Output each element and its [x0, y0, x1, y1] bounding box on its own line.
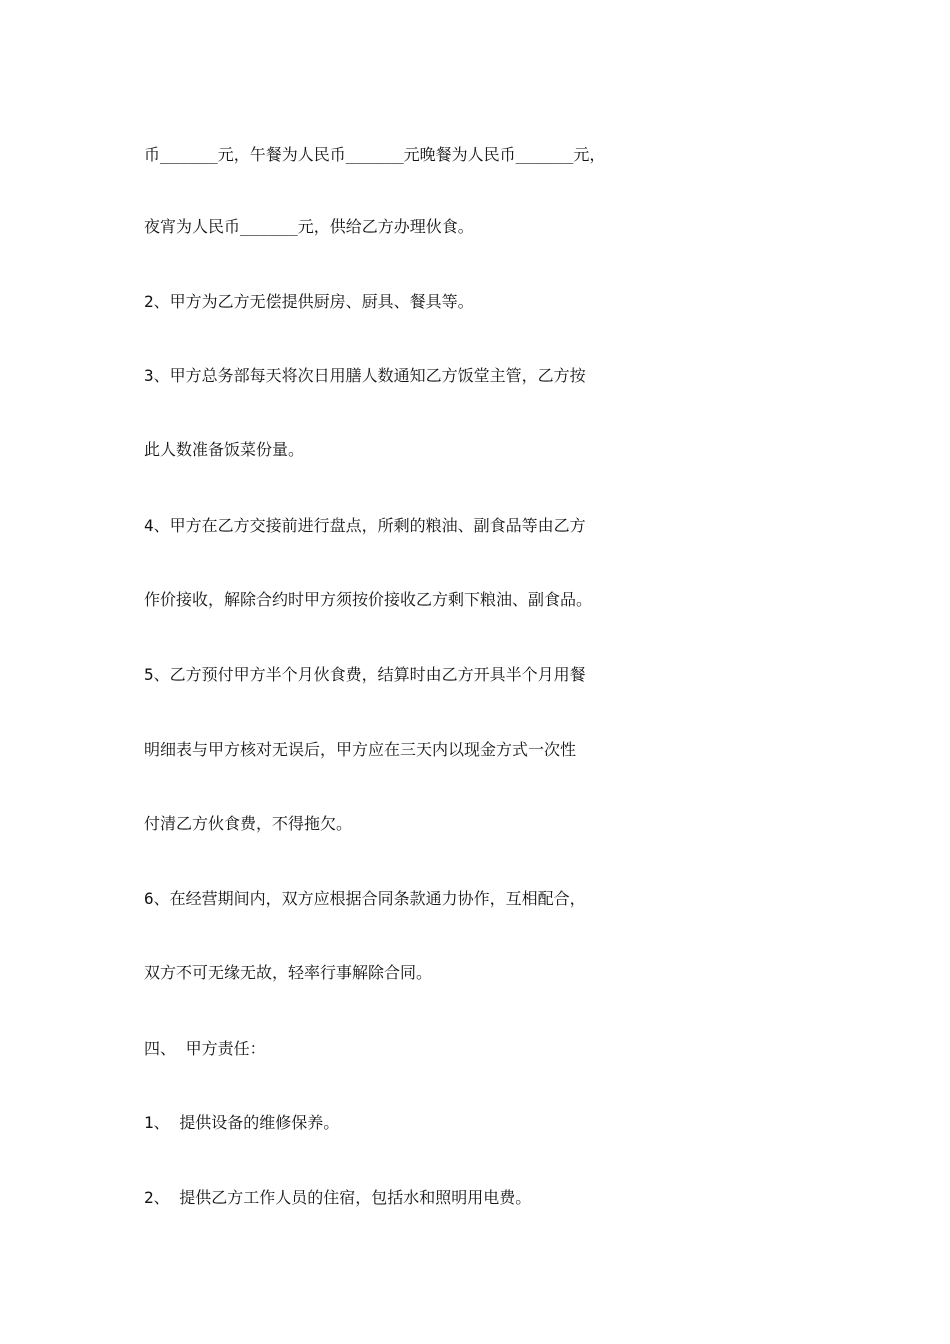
- text-line: 2、 提供乙方工作人员的住宿，包括水和照明用电费。: [144, 1188, 532, 1207]
- text-line: 此人数准备饭菜份量。: [144, 440, 305, 459]
- text-line: 币______元，午餐为人民币______元晚餐为人民币______元，: [144, 145, 606, 164]
- section-heading: 四、 甲方责任：: [144, 1039, 266, 1058]
- text-line: 4、甲方在乙方交接前进行盘点，所剩的粮油、副食品等由乙方: [144, 516, 586, 535]
- text-line: 付清乙方伙食费，不得拖欠。: [144, 814, 353, 833]
- text-line: 3、甲方总务部每天将次日用膳人数通知乙方饭堂主管，乙方按: [144, 366, 586, 385]
- text-line: 夜宵为人民币______元，供给乙方办理伙食。: [144, 217, 474, 236]
- text-line: 6、在经营期间内，双方应根据合同条款通力协作，互相配合，: [144, 889, 586, 908]
- text-line: 1、 提供设备的维修保养。: [144, 1113, 340, 1132]
- text-line: 2、甲方为乙方无偿提供厨房、厨具、餐具等。: [144, 292, 474, 311]
- text-line: 5、乙方预付甲方半个月伙食费，结算时由乙方开具半个月用餐: [144, 665, 586, 684]
- text-line: 明细表与甲方核对无误后，甲方应在三天内以现金方式一次性: [144, 740, 577, 759]
- text-line: 作价接收，解除合约时甲方须按价接收乙方剩下粮油、副食品。: [144, 590, 593, 609]
- text-line: 双方不可无缘无故，轻率行事解除合同。: [144, 963, 433, 982]
